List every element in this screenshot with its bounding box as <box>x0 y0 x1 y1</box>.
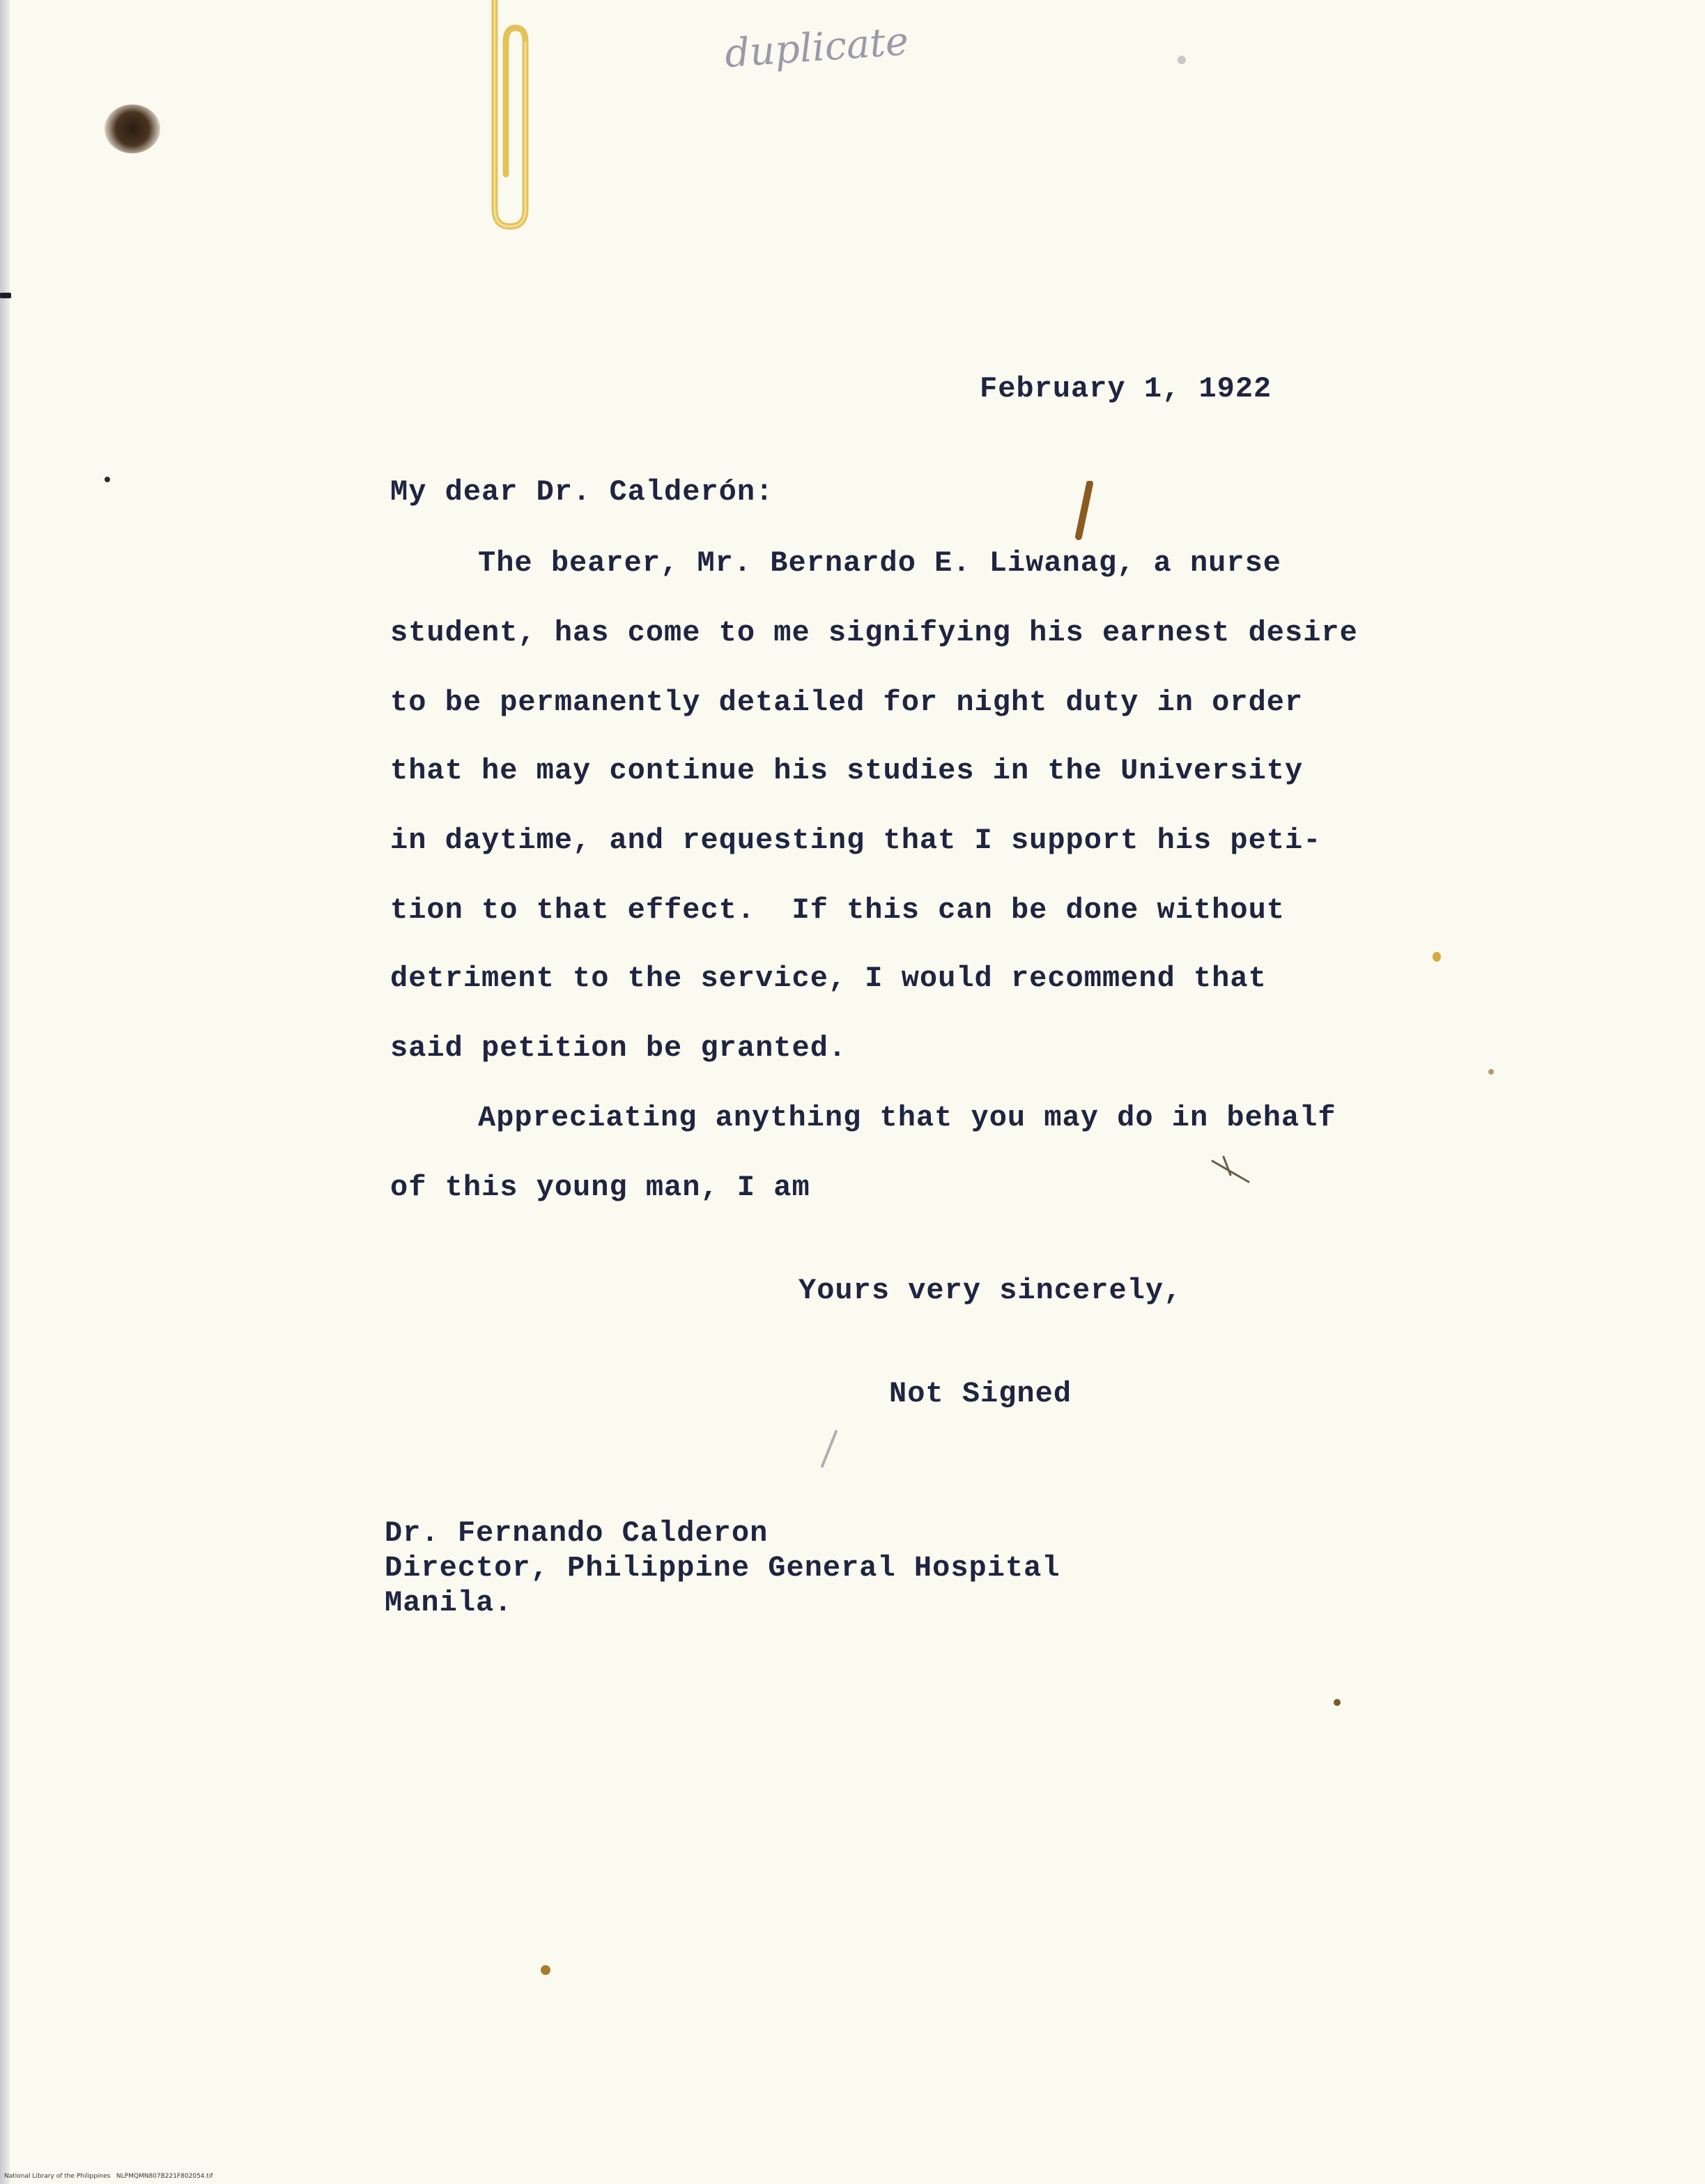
body-line: detriment to the service, I would recommend that <box>390 962 1267 995</box>
body-line: The bearer, Mr. Bernardo E. Liwanag, a nurse <box>478 546 1281 580</box>
body-line: said petition be granted. <box>390 1031 847 1065</box>
body-line: to be permanently detailed for night duty in order <box>390 686 1304 719</box>
body-line: in daytime, and requesting that I support his peti- <box>390 824 1322 857</box>
speck <box>1488 1069 1494 1075</box>
addressee-title: Director, Philippine General Hospital <box>385 1551 1060 1585</box>
letter-closing: Yours very sincerely, <box>799 1274 1182 1307</box>
body-line: of this young man, I am <box>390 1171 810 1204</box>
body-line: tion to that effect. If this can be done without <box>390 893 1286 927</box>
letter-salutation: My dear Dr. Calderón: <box>390 475 774 509</box>
letter-signature: Not Signed <box>889 1377 1072 1410</box>
body-line: student, has come to me signifying his earnest desire <box>390 616 1358 649</box>
scan-edge <box>0 0 10 2184</box>
archive-footer: National Library of the Philippines NLPMQMN807B221F802054.tif <box>4 2173 213 2180</box>
body-line: that he may continue his studies in the University <box>390 754 1304 787</box>
speck <box>1334 1699 1341 1706</box>
speck <box>1433 952 1441 962</box>
pencil-mark <box>1070 481 1098 544</box>
speck <box>105 477 110 482</box>
speck <box>0 293 11 298</box>
speck <box>541 1965 550 1975</box>
addressee-city: Manila. <box>385 1586 513 1620</box>
letter-date: February 1, 1922 <box>980 372 1272 406</box>
addressee-name: Dr. Fernando Calderon <box>385 1516 769 1550</box>
speck <box>1178 56 1186 64</box>
pencil-mark <box>1210 1154 1251 1189</box>
body-line: Appreciating anything that you may do in behalf <box>478 1101 1336 1135</box>
paper-clip-icon <box>474 0 543 237</box>
handwritten-annotation: duplicate <box>723 18 910 77</box>
pencil-mark <box>815 1429 843 1470</box>
ink-stain <box>105 105 160 153</box>
